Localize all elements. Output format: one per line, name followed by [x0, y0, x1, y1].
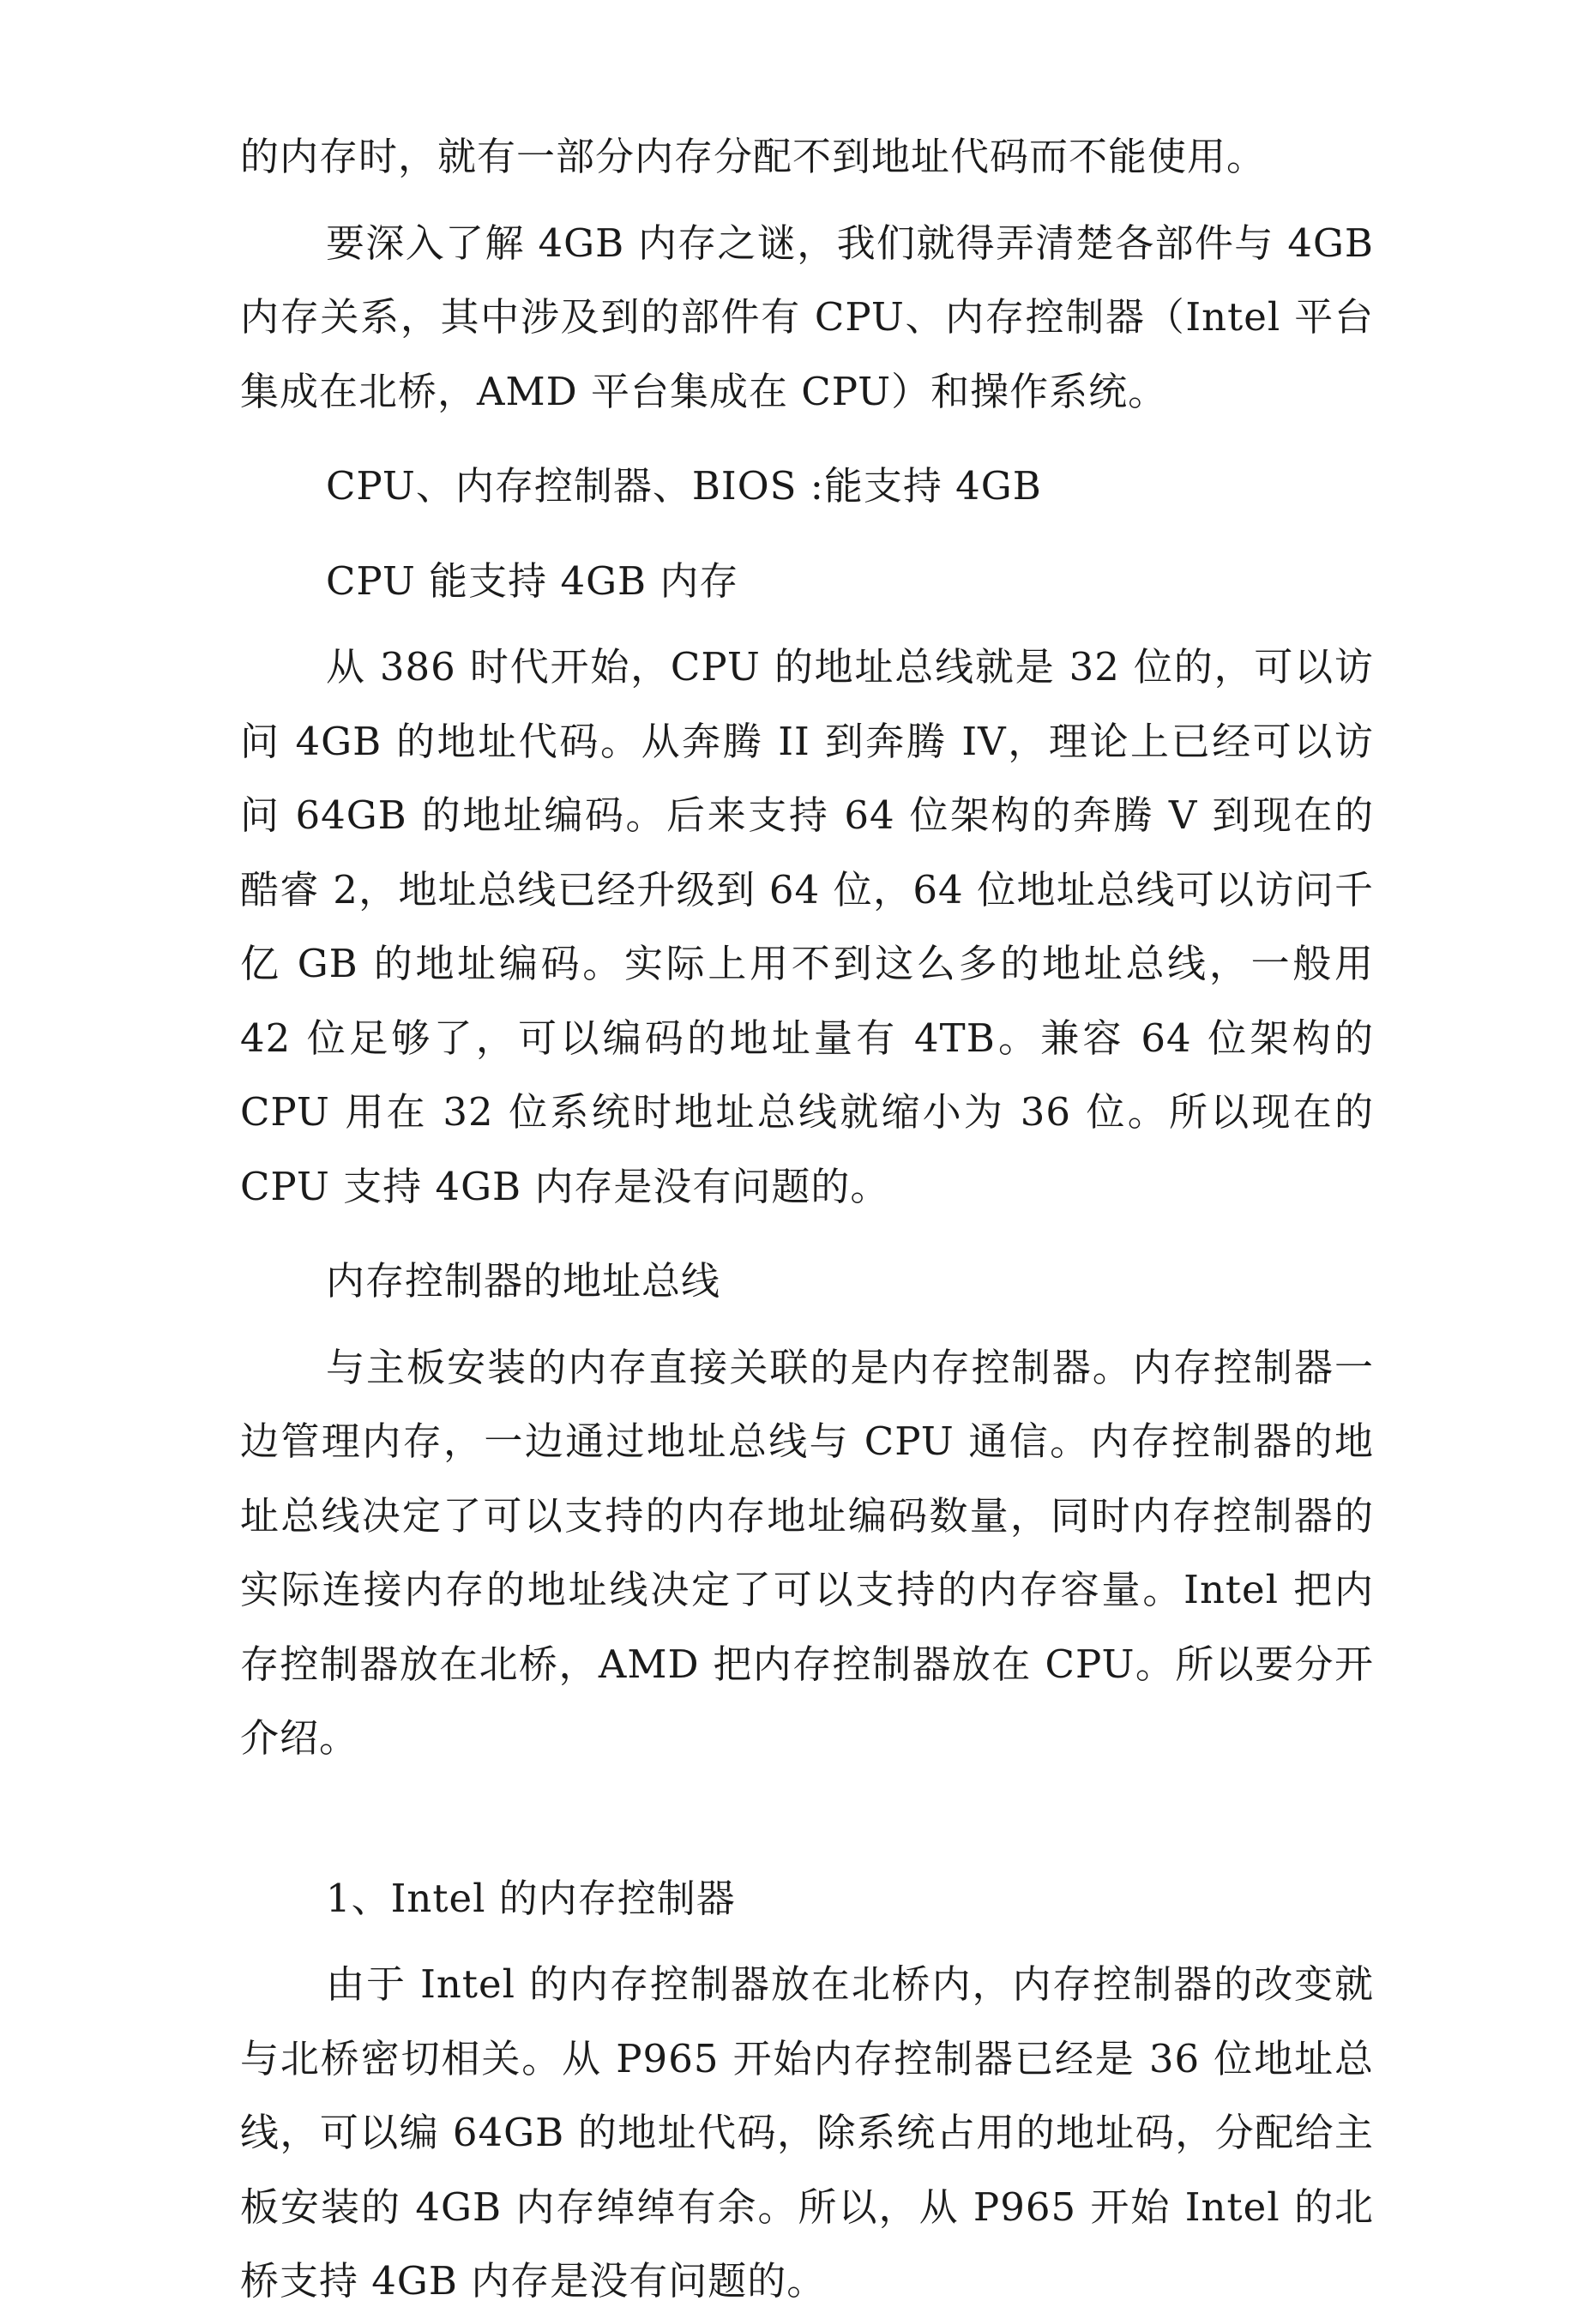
subheading-intel-controller: 1、Intel 的内存控制器 — [326, 1875, 736, 1921]
paragraph-intel-controller: 由于 Intel 的内存控制器放在北桥内，内存控制器的改变就与北桥密切相关。从 P965 开始内存控制器已经是 36 位地址总线，可以编 64GB 的地址代码，除系统占用的地址码，分配给主板安装的 4GB 内存绰绰有余。所以，从 P965 开始 Intel 的北桥支持 4GB 内存是没有问题的。 — [240, 1961, 1374, 2304]
document-body — [240, 120, 1374, 2319]
section-heading-support: CPU、内存控制器、BIOS :能支持 4GB — [326, 463, 1042, 509]
paragraph-continuation: 的内存时，就有一部分内存分配不到地址代码而不能使用。 — [240, 134, 1267, 179]
subheading-memory-controller: 内存控制器的地址总线 — [326, 1258, 721, 1304]
paragraph-memory-controller: 与主板安装的内存直接关联的是内存控制器。内存控制器一边管理内存，一边通过地址总线与 CPU 通信。内存控制器的地址总线决定了可以支持的内存地址编码数量，同时内存控制器的实际连接内存的地址线决定了可以支持的内存容量。Intel 把内存控制器放在北桥，AMD 把内存控制器放在 CPU。所以要分开介绍。 — [240, 1344, 1374, 1761]
paragraph-cpu-address-bus: 从 386 时代开始，CPU 的地址总线就是 32 位的，可以访问 4GB 的地址代码。从奔腾 II 到奔腾 IV，理论上已经可以访问 64GB 的地址编码。后来支持 64 位架构的奔腾 V 到现在的酷睿 2，地址总线已经升级到 64 位，64 位地址总线可以访问千亿 GB 的地址编码。实际上用不到这么多的地址总线，一般用 42 位足够了，可以编码的地址量有 4TB。兼容 64 位架构的 CPU 用在 32 位系统时地址总线就缩小为 36 位。所以现在的 CPU 支持 4GB 内存是没有问题的。 — [240, 644, 1374, 1209]
paragraph-intro: 要深入了解 4GB 内存之谜，我们就得弄清楚各部件与 4GB 内存关系，其中涉及到的部件有 CPU、内存控制器（Intel 平台集成在北桥，AMD 平台集成在 CPU）和操作系统。 — [240, 220, 1374, 414]
subheading-cpu: CPU 能支持 4GB 内存 — [326, 557, 739, 604]
